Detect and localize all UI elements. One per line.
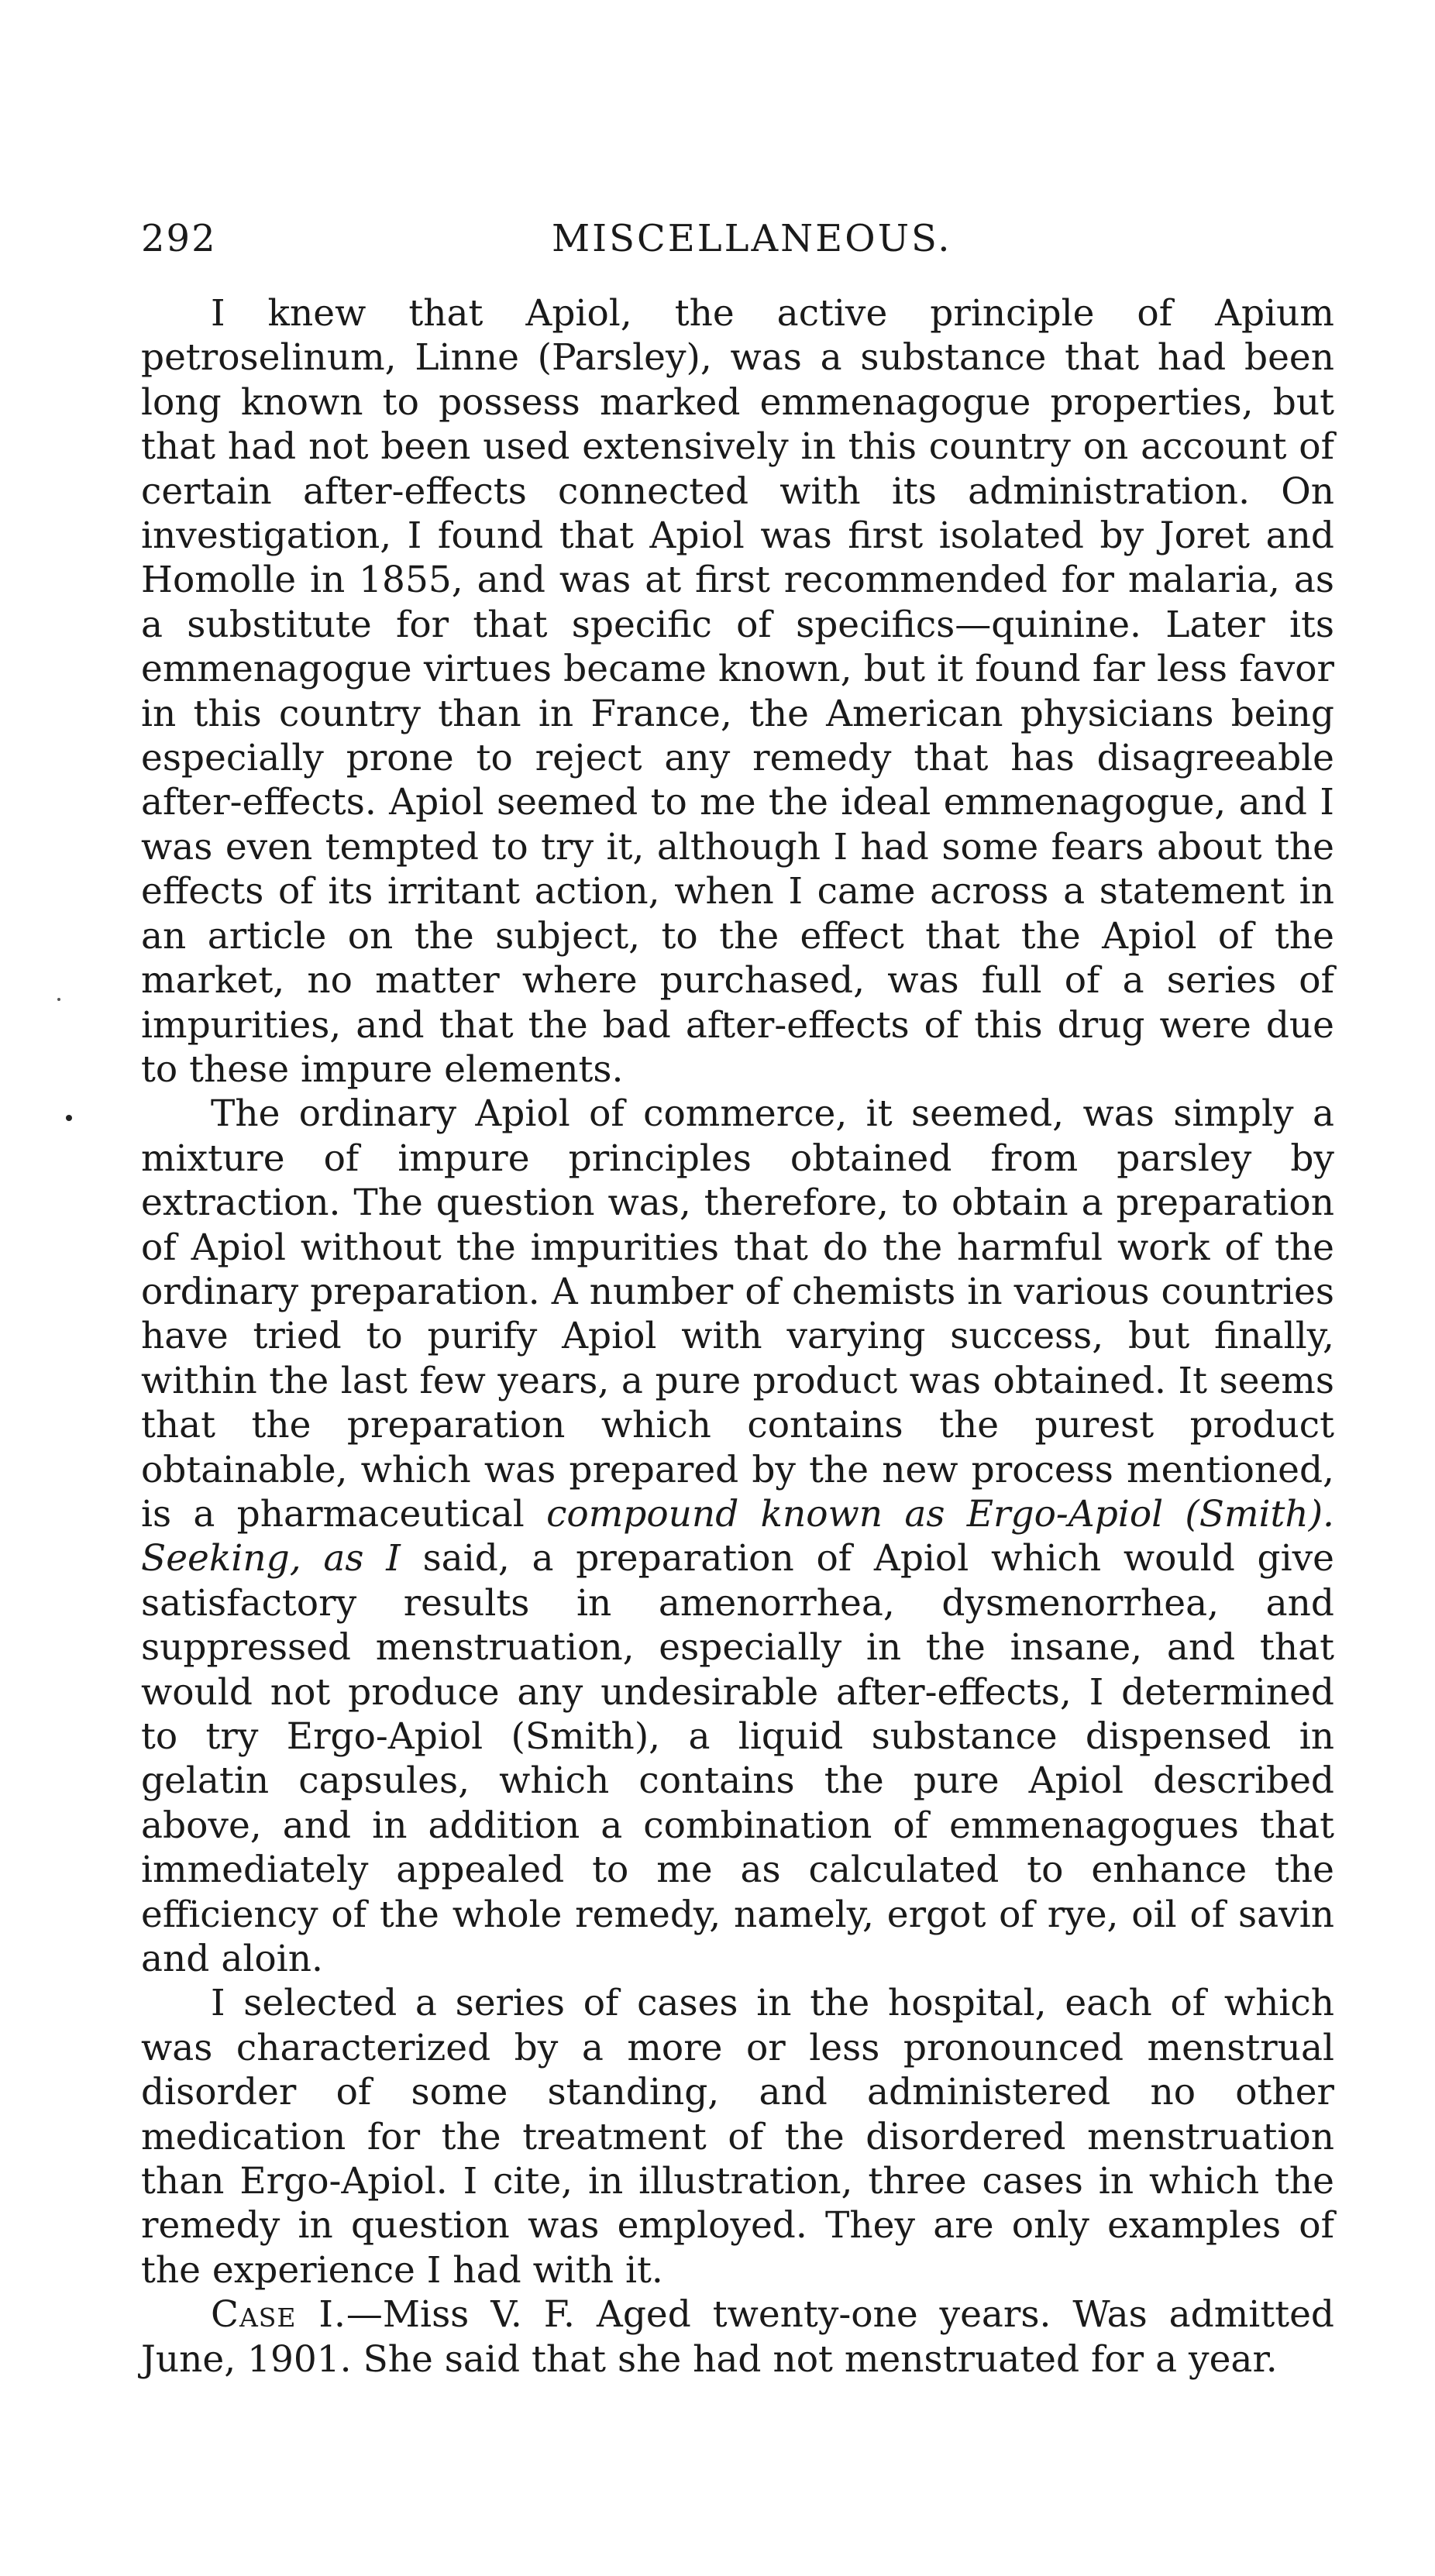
margin-dot <box>66 1115 72 1121</box>
paragraph-text: The ordinary Apiol of commerce, it seemed, was simply a mixture of impure principles obtained from parsley by extraction. The question was, therefore, to obtain a preparation of Apiol without the impurities that do the harmful work of the ordinary preparation. A number of chemists in various countries have tried to purify Apiol with varying success, but finally, within the last few years, a pure product was obtained. It seems that the preparation which contains the purest product obtainable, which was prepared by the new process mentioned, is a pharmaceutical <box>141 1092 1334 1536</box>
page-number: 292 <box>141 217 217 260</box>
paragraph-case-one <box>141 2292 1334 2382</box>
paragraph-text: said, a preparation of Apiol which would give satisfactory results in amenorrhea, dysmenorrhea, and suppressed menstruation, especially in the insane, and that would not produce any undesirable after-effects, I determined to try Ergo-Apiol (Smith), a liquid substance dispensed in gelatin capsules, which contains the pure Apiol described above, and in addition a combination of emmenagogues that immediately appealed to me as calculated to enhance the efficiency of the whole remedy, namely, ergot of rye, oil of savin and aloin. <box>141 1537 1334 1981</box>
paragraph-case-selection: I selected a series of cases in the hospital, each of which was characterized by a more or less pronounced menstrual disorder of some standing, and administered no other medication for the treatment of the disordered menstruation than Ergo-Apiol. I cite, in illustration, three cases in which the remedy in question was employed. They are only examples of the experience I had with it. <box>141 1982 1334 2292</box>
body-text <box>141 291 1334 2382</box>
italic-text: compound known as Ergo-Apiol (Smith). Seeking, as I <box>141 1492 1334 1580</box>
paragraph-apiol-history: I knew that Apiol, the active principle of Apium petroselinum, Linne (Parsley), was a substance that had been long known to possess marked emmenagogue properties, but that had not been used extensively in this country on account of certain after-effects connected with its administration. On investigation, I found that Apiol was first isolated by Joret and Homolle in 1855, and was at first recommended for malaria, as a substitute for that specific of specifics—quinine. Later its emmenagogue virtues became known, but it found far less favor in this country than in France, the American physicians being especially prone to reject any remedy that has disagreeable after-effects. Apiol seemed to me the ideal emmenagogue, and I was even tempted to try it, although I had some fears about the effects of its irritant action, when I came across a statement in an article on the subject, to the effect that the Apiol of the market, no matter where purchased, was full of a series of impurities, and that the bad after-effects of this drug were due to these impure elements. <box>141 292 1334 1091</box>
running-head: MISCELLANEOUS. <box>552 217 952 260</box>
paragraph-ordinary-apiol <box>141 1092 1334 1981</box>
case-text: —Miss V. F. Aged twenty-one years. Was admitted June, 1901. She said that she had not menstruated for a year. <box>141 2293 1334 2381</box>
page-header <box>141 217 1334 263</box>
case-label: Case I. <box>211 2293 346 2337</box>
margin-speck <box>57 998 60 1001</box>
